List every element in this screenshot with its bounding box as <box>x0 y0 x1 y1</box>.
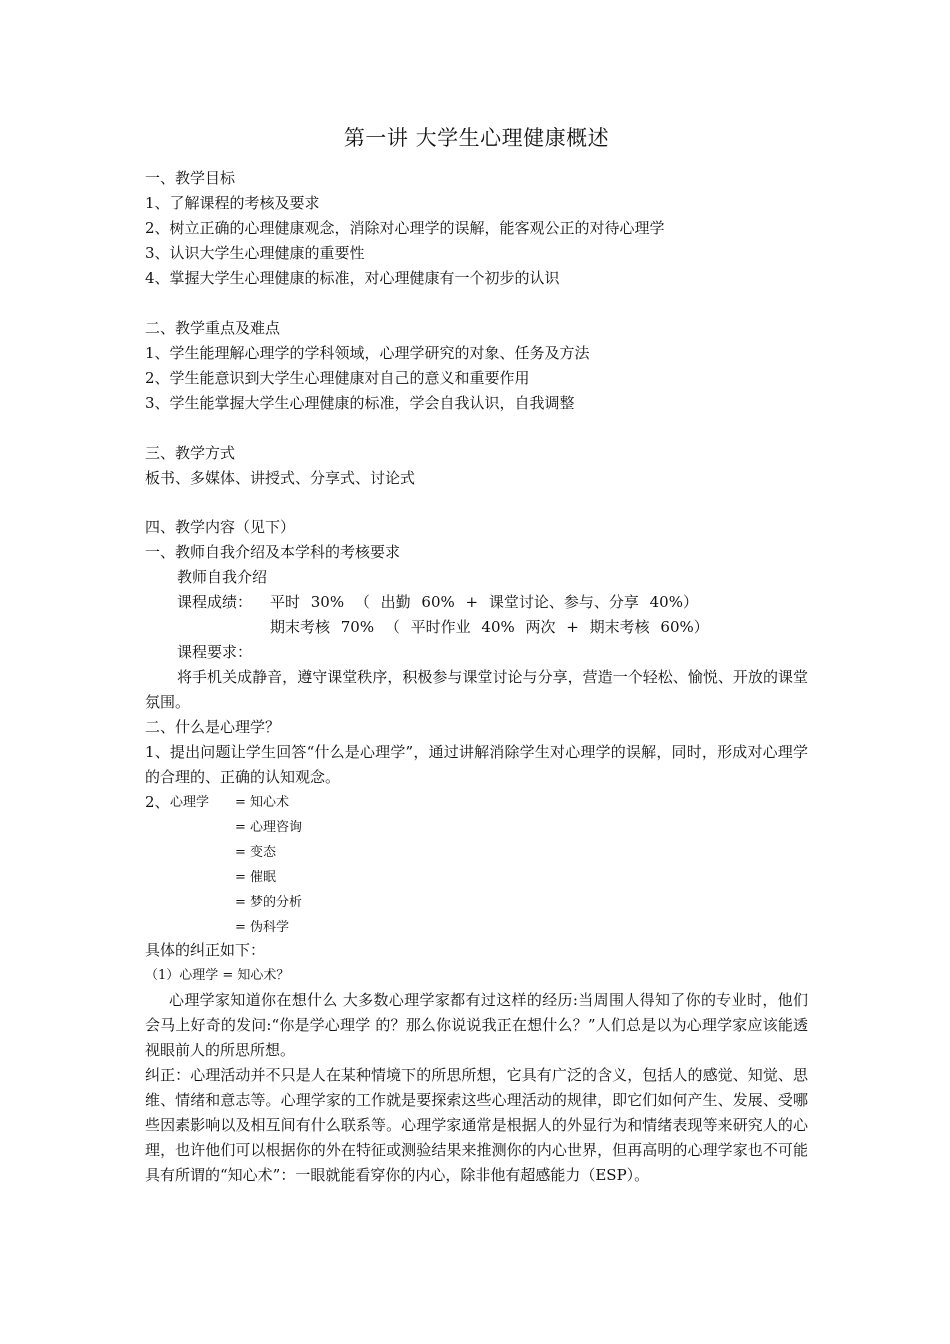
section-heading-objectives: 一、教学目标 <box>145 169 236 187</box>
paragraph: 心理学家知道你在想什么 大多数心理学家都有过这样的经历:当周围人得知了你的专业时，他们会马上好奇的发问:“你是学心理学 的？那么你说说我正在想什么？”人们总是以为心理学家应该能透视眼前人的所思所想。 <box>145 991 808 1059</box>
equation-item: = 催眠 <box>235 870 277 885</box>
grade-label: 课程成绩： <box>177 593 253 611</box>
equation-item: = 知心术 <box>235 795 290 810</box>
objective-item: 1、了解课程的考核及要求 <box>145 194 320 212</box>
teacher-intro: 教师自我介绍 <box>177 568 268 586</box>
equation-item: = 变态 <box>235 845 277 860</box>
requirement-label: 课程要求： <box>177 643 253 661</box>
section-heading-content: 四、教学内容（见下） <box>145 518 296 536</box>
section-heading-keypoints: 二、教学重点及难点 <box>145 319 281 337</box>
paragraph: 1、提出问题让学生回答“什么是心理学”，通过讲解消除学生对心理学的误解，同时，形成对心理学的合理的、正确的认知观念。 <box>145 743 808 786</box>
equation-item: = 伪科学 <box>235 920 290 935</box>
objective-item: 2、树立正确的心理健康观念，消除对心理学的误解，能客观公正的对待心理学 <box>145 219 665 237</box>
correction-intro: 具体的纠正如下： <box>145 941 266 959</box>
grade-row: 期末考核 70% （ 平时作业 40% 两次 + 期末考核 60%） <box>270 618 709 636</box>
keypoint-item: 2、学生能意识到大学生心理健康对自己的意义和重要作用 <box>145 369 530 387</box>
paragraph: 纠正：心理活动并不只是人在某种情境下的所思所想，它具有广泛的含义，包括人的感觉、知觉、思维、情绪和意志等。心理学家的工作就是要探索这些心理活动的规律，即它们如何产生、发展、受哪些因素影响以及相互间有什么联系等。心理学家通常是根据人的外显行为和情绪表现等来研究人的心理，也许他们可以根据你的外在特征或测验结果来推测你的内心世界，但再高明的心理学家也不可能具有所谓的“知心术”：一眼就能看穿你的内心，除非他有超感能力（ESP）。 <box>145 1066 808 1184</box>
objective-item: 3、认识大学生心理健康的重要性 <box>145 244 365 262</box>
document-title: 第一讲 大学生心理健康概述 <box>343 126 610 150</box>
equation-item: = 心理咨询 <box>235 820 303 835</box>
equation-item: = 梦的分析 <box>235 895 303 910</box>
requirement-text: 将手机关成静音，遵守课堂秩序，积极参与课堂讨论与分享，营造一个轻松、愉悦、开放的课堂氛围。 <box>145 668 808 711</box>
subsection-heading: 一、教师自我介绍及本学科的考核要求 <box>145 543 401 561</box>
methods-text: 板书、多媒体、讲授式、分享式、讨论式 <box>145 469 416 487</box>
section-heading-methods: 三、教学方式 <box>145 444 236 462</box>
equation-term: 心理学 <box>170 795 210 810</box>
keypoint-item: 3、学生能掌握大学生心理健康的标准，学会自我认识，自我调整 <box>145 394 575 412</box>
subsection-heading: 二、什么是心理学？ <box>145 718 281 736</box>
keypoint-item: 1、学生能理解心理学的学科领域，心理学研究的对象、任务及方法 <box>145 344 590 362</box>
grade-row: 平时 30% （ 出勤 60% + 课堂讨论、参与、分享 40%） <box>270 593 698 611</box>
correction-heading: （1）心理学 = 知心术？ <box>145 968 290 983</box>
objective-item: 4、掌握大学生心理健康的标准，对心理健康有一个初步的认识 <box>145 269 560 287</box>
equation-prefix: 2、 <box>145 793 170 811</box>
